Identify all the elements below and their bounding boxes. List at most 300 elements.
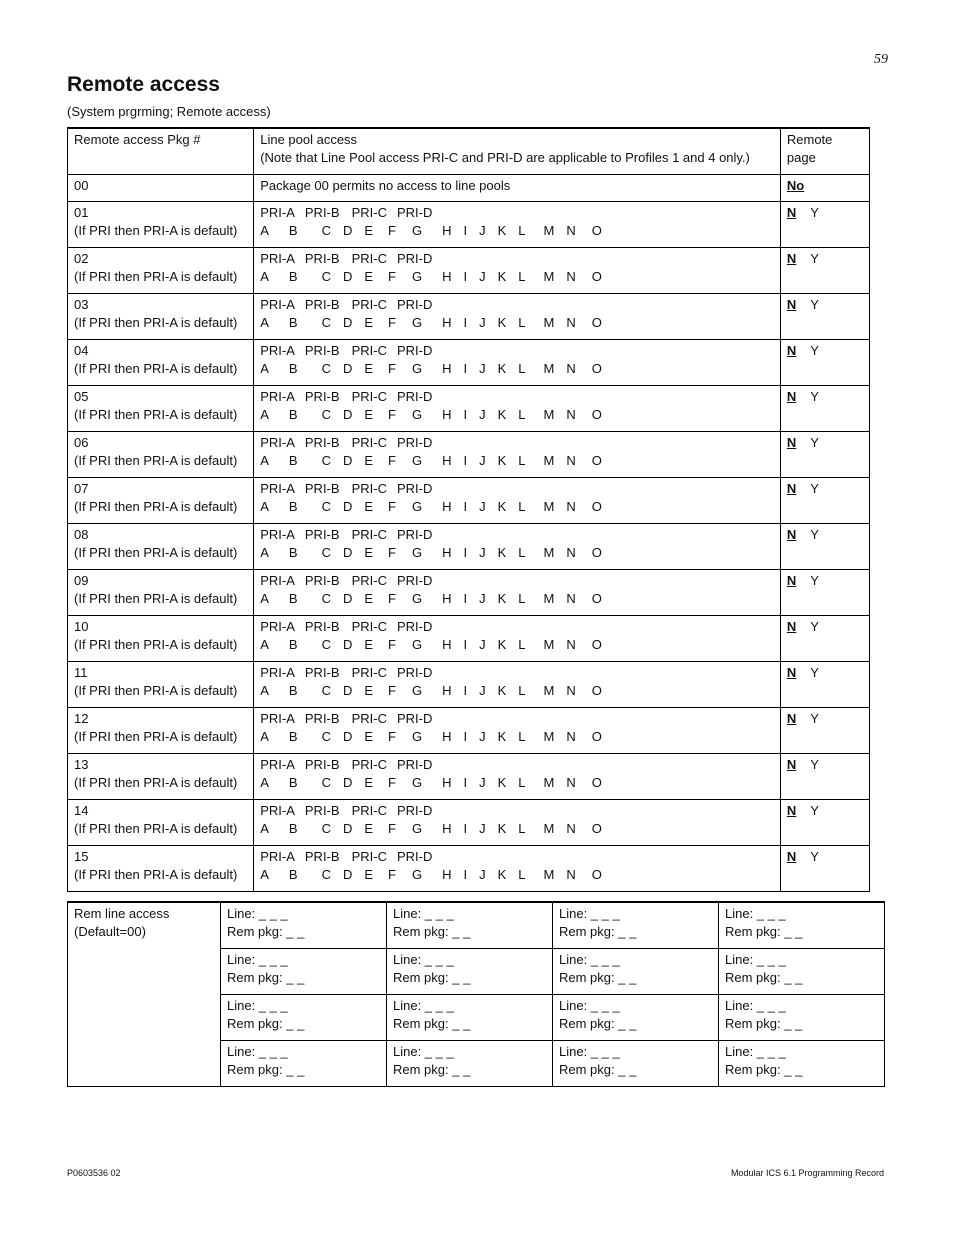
pri-label: PRI-A (260, 435, 295, 450)
pool-letter: O (591, 545, 602, 560)
pri-label: PRI-D (396, 665, 433, 680)
pool-letter: O (591, 637, 602, 652)
remote-no-option: N (786, 849, 797, 864)
remote-yes-option: Y (810, 849, 819, 864)
pkg-cell (68, 432, 254, 478)
pool-letter: I (463, 821, 468, 836)
pool-letter: J (479, 775, 486, 790)
pool-letter: J (479, 821, 486, 836)
pool-letter: G (411, 683, 423, 698)
pri-default-note: (If PRI then PRI-A is default) (74, 223, 238, 238)
pri-label: PRI-D (396, 711, 433, 726)
rem-pkg-entry-field: Rem pkg: _ _ (227, 924, 305, 939)
pool-letter: I (463, 499, 468, 514)
header-remote-page (780, 128, 869, 175)
pool-letter: I (463, 729, 468, 744)
remote-yes-option: Y (810, 435, 819, 450)
pri-label: PRI-B (304, 849, 340, 864)
pkg-cell (68, 524, 254, 570)
pool-letter: H (442, 407, 452, 422)
line-pool-cell (254, 800, 781, 846)
rem-pkg-entry-field: Rem pkg: _ _ (393, 970, 471, 985)
pool-letter: J (479, 361, 486, 376)
remote-no-option: N (786, 481, 797, 496)
pool-letter: G (411, 453, 423, 468)
pool-letter: I (463, 545, 468, 560)
pool-letter: F (388, 361, 396, 376)
pri-labels (260, 342, 774, 360)
table-row (68, 202, 870, 248)
pool-letter: D (342, 729, 353, 744)
pool-letters (260, 590, 774, 608)
pool-letter: D (342, 545, 353, 560)
pri-label: PRI-C (351, 205, 387, 220)
pool-letter: H (442, 683, 452, 698)
pri-labels (260, 250, 774, 268)
pool-letter: B (288, 683, 298, 698)
remote-access-table (67, 127, 870, 892)
pri-label: PRI-D (396, 849, 433, 864)
header-remote-label: Remote (786, 132, 833, 147)
pool-letter: E (364, 315, 374, 330)
pri-label: PRI-D (396, 297, 433, 312)
pool-letter: B (288, 315, 298, 330)
pool-letter: A (260, 315, 269, 330)
remote-yes-option: Y (810, 665, 819, 680)
pool-letter: C (321, 867, 331, 882)
pool-letter: L (518, 545, 526, 560)
pkg-number: 05 (74, 389, 89, 404)
pkg-number: 14 (74, 803, 89, 818)
table-row (68, 386, 870, 432)
pool-letter: E (364, 591, 374, 606)
pool-letter: H (442, 729, 452, 744)
pri-label: PRI-C (351, 619, 387, 634)
pool-letters (260, 268, 774, 286)
pool-letter: K (497, 637, 507, 652)
pool-letter: L (518, 361, 526, 376)
table-row (68, 662, 870, 708)
pri-label: PRI-B (304, 297, 340, 312)
header-pkg-label: Remote access Pkg # (74, 132, 201, 147)
line-pool-cell (254, 386, 781, 432)
pool-letter: J (479, 637, 486, 652)
pool-letter: C (321, 453, 331, 468)
pri-label: PRI-B (304, 803, 340, 818)
pool-letter: N (566, 407, 576, 422)
rem-pkg-entry-field: Rem pkg: _ _ (227, 1016, 305, 1031)
pool-letter: F (388, 775, 396, 790)
pool-letter: E (364, 499, 374, 514)
pool-letter: O (591, 315, 602, 330)
pri-labels (260, 526, 774, 544)
pool-letter: M (543, 223, 555, 238)
pool-letter: O (591, 453, 602, 468)
pool-letter: A (260, 729, 269, 744)
remote-yes-option: Y (810, 205, 819, 220)
line-entry-field: Line: _ _ _ (227, 998, 288, 1013)
pool-letter: F (388, 591, 396, 606)
pri-label: PRI-C (351, 343, 387, 358)
pri-label: PRI-A (260, 527, 295, 542)
pool-letter: K (497, 361, 507, 376)
table-row (68, 846, 870, 892)
pool-letter: N (566, 361, 576, 376)
pkg-number: 09 (74, 573, 89, 588)
pool-letter: A (260, 683, 269, 698)
rem-line-entry (553, 995, 719, 1041)
line-entry-field: Line: _ _ _ (725, 1044, 786, 1059)
pool-letter: H (442, 269, 452, 284)
line-entry-field: Line: _ _ _ (227, 1044, 288, 1059)
pri-labels (260, 802, 774, 820)
line-pool-cell (254, 846, 781, 892)
pool-letter: J (479, 867, 486, 882)
pkg-cell (68, 662, 254, 708)
pkg-cell (68, 846, 254, 892)
footer-doc-title: Modular ICS 6.1 Programming Record (730, 1168, 884, 1178)
pri-label: PRI-B (304, 389, 340, 404)
remote-page-cell (780, 202, 869, 248)
pool-letter: O (591, 775, 602, 790)
pri-label: PRI-C (351, 573, 387, 588)
pool-letter: K (497, 821, 507, 836)
pkg-cell (68, 616, 254, 662)
pool-letter: I (463, 683, 468, 698)
pool-letter: C (321, 223, 331, 238)
pool-letter: D (342, 315, 353, 330)
pool-letter: G (411, 361, 423, 376)
pri-label: PRI-B (304, 343, 340, 358)
pri-label: PRI-B (304, 481, 340, 496)
remote-page-cell (780, 800, 869, 846)
pool-letter: C (321, 637, 331, 652)
pool-letter: K (497, 775, 507, 790)
line-pool-cell (254, 340, 781, 386)
pkg-number: 01 (74, 205, 89, 220)
pool-letter: C (321, 775, 331, 790)
line-pool-cell (254, 570, 781, 616)
rem-line-access-default: (Default=00) (74, 924, 146, 939)
pri-label: PRI-B (304, 757, 340, 772)
pool-letters (260, 682, 774, 700)
pool-letter: J (479, 315, 486, 330)
rem-pkg-entry-field: Rem pkg: _ _ (559, 1062, 637, 1077)
pool-letter: J (479, 683, 486, 698)
pool-letter: O (591, 591, 602, 606)
pool-letter: D (342, 499, 353, 514)
pool-letter: N (566, 545, 576, 560)
rem-line-access-title: Rem line access (74, 906, 170, 921)
pool-letter: M (543, 407, 555, 422)
pool-letter: F (388, 269, 396, 284)
pool-letter: M (543, 729, 555, 744)
pool-letter: E (364, 361, 374, 376)
pool-letter: A (260, 637, 269, 652)
pool-letter: F (388, 499, 396, 514)
rem-line-entry (387, 949, 553, 995)
remote-yes-option: Y (810, 481, 819, 496)
rem-line-entry (719, 902, 885, 949)
pool-letter: N (566, 499, 576, 514)
pri-label: PRI-B (304, 619, 340, 634)
pri-labels (260, 572, 774, 590)
table-header-row (68, 128, 870, 175)
remote-yes-option: Y (810, 527, 819, 542)
pool-letter: J (479, 269, 486, 284)
pool-letter: A (260, 821, 269, 836)
rem-pkg-entry-field: Rem pkg: _ _ (725, 924, 803, 939)
line-entry-field: Line: _ _ _ (559, 952, 620, 967)
remote-no-option: N (786, 251, 797, 266)
pool-letter: F (388, 223, 396, 238)
pri-default-note: (If PRI then PRI-A is default) (74, 729, 238, 744)
pri-label: PRI-B (304, 711, 340, 726)
remote-no-option: N (786, 619, 797, 634)
pool-letter: H (442, 315, 452, 330)
rem-line-entry (553, 902, 719, 949)
pool-letter: N (566, 591, 576, 606)
pri-default-note: (If PRI then PRI-A is default) (74, 361, 238, 376)
pri-label: PRI-B (304, 527, 340, 542)
rem-pkg-entry-field: Rem pkg: _ _ (559, 1016, 637, 1031)
pool-letter: O (591, 683, 602, 698)
pool-letter: K (497, 315, 507, 330)
pool-letter: H (442, 775, 452, 790)
table-row (68, 524, 870, 570)
pool-letter: I (463, 775, 468, 790)
pri-label: PRI-D (396, 251, 433, 266)
line-entry-field: Line: _ _ _ (227, 952, 288, 967)
rem-line-entry (387, 902, 553, 949)
pri-labels (260, 710, 774, 728)
rem-line-entry (553, 949, 719, 995)
pool-letter: F (388, 315, 396, 330)
line-entry-field: Line: _ _ _ (393, 906, 454, 921)
table-row (68, 708, 870, 754)
pool-letter: F (388, 867, 396, 882)
pool-letter: B (288, 407, 298, 422)
pool-letter: E (364, 637, 374, 652)
pri-default-note: (If PRI then PRI-A is default) (74, 407, 238, 422)
remote-no-option: N (786, 527, 797, 542)
pkg-cell (68, 248, 254, 294)
line-entry-field: Line: _ _ _ (559, 1044, 620, 1059)
pkg-number: 00 (68, 175, 254, 202)
pool-letter: J (479, 545, 486, 560)
pool-letter: F (388, 637, 396, 652)
pool-letter: K (497, 223, 507, 238)
pool-letter: C (321, 545, 331, 560)
header-line-pool-label: Line pool access (260, 132, 358, 147)
pool-letter: C (321, 315, 331, 330)
pool-letter: L (518, 683, 526, 698)
pool-letter: F (388, 683, 396, 698)
pkg-cell (68, 708, 254, 754)
line-entry-field: Line: _ _ _ (227, 906, 288, 921)
remote-yes-option: Y (810, 573, 819, 588)
pool-letter: C (321, 361, 331, 376)
pool-letter: G (411, 499, 423, 514)
pool-letter: G (411, 315, 423, 330)
remote-yes-option: Y (810, 251, 819, 266)
table-row (68, 800, 870, 846)
pkg-cell (68, 754, 254, 800)
pool-letters (260, 544, 774, 562)
line-pool-cell (254, 432, 781, 478)
header-pkg (68, 128, 254, 175)
remote-yes-option: Y (810, 803, 819, 818)
pri-label: PRI-D (396, 481, 433, 496)
pri-label: PRI-A (260, 343, 295, 358)
pool-letter: G (411, 269, 423, 284)
line-entry-field: Line: _ _ _ (393, 1044, 454, 1059)
pri-label: PRI-A (260, 757, 295, 772)
pool-letter: H (442, 453, 452, 468)
rem-pkg-entry-field: Rem pkg: _ _ (725, 970, 803, 985)
rem-line-entry (719, 995, 885, 1041)
remote-page-cell (780, 846, 869, 892)
pri-labels (260, 388, 774, 406)
remote-page-cell (780, 340, 869, 386)
pri-label: PRI-D (396, 619, 433, 634)
remote-no-option: No (786, 178, 805, 193)
pool-letter: A (260, 591, 269, 606)
pkg-number: 03 (74, 297, 89, 312)
pool-letter: O (591, 407, 602, 422)
pkg-number: 15 (74, 849, 89, 864)
line-pool-cell (254, 248, 781, 294)
pool-letter: O (591, 269, 602, 284)
remote-no-option: N (786, 297, 797, 312)
pri-labels (260, 204, 774, 222)
remote-no-option: N (786, 665, 797, 680)
pool-letter: F (388, 821, 396, 836)
pool-letter: D (342, 591, 353, 606)
pri-label: PRI-C (351, 481, 387, 496)
remote-page-cell (780, 754, 869, 800)
pool-letter: N (566, 637, 576, 652)
pool-letter: D (342, 775, 353, 790)
pool-letter: A (260, 499, 269, 514)
pool-letter: N (566, 453, 576, 468)
pri-default-note: (If PRI then PRI-A is default) (74, 637, 238, 652)
rem-pkg-entry-field: Rem pkg: _ _ (725, 1062, 803, 1077)
pool-letter: L (518, 453, 526, 468)
pri-default-note: (If PRI then PRI-A is default) (74, 683, 238, 698)
pool-letter: O (591, 223, 602, 238)
pool-letter: D (342, 683, 353, 698)
pool-letter: L (518, 775, 526, 790)
remote-no-option: N (786, 573, 797, 588)
pri-default-note: (If PRI then PRI-A is default) (74, 591, 238, 606)
pool-letter: D (342, 867, 353, 882)
pool-letter: L (518, 269, 526, 284)
remote-no-option: N (786, 711, 797, 726)
remote-page-cell (780, 616, 869, 662)
pool-letter: I (463, 407, 468, 422)
pool-letter: N (566, 223, 576, 238)
pool-letter: E (364, 683, 374, 698)
pri-label: PRI-C (351, 711, 387, 726)
pri-label: PRI-D (396, 435, 433, 450)
header-line-pool-note: (Note that Line Pool access PRI-C and PRI-D are applicable to Profiles 1 and 4 only.) (260, 150, 750, 165)
pri-label: PRI-C (351, 297, 387, 312)
header-page-label: page (786, 150, 816, 165)
pool-letter: N (566, 683, 576, 698)
pool-letters (260, 728, 774, 746)
pri-label: PRI-B (304, 251, 340, 266)
rem-line-entry (221, 1041, 387, 1087)
pkg-cell (68, 800, 254, 846)
pool-letter: E (364, 407, 374, 422)
remote-no-option: N (786, 343, 797, 358)
rem-line-entry (387, 995, 553, 1041)
pkg-number: 08 (74, 527, 89, 542)
rem-line-entry (553, 1041, 719, 1087)
pool-letter: I (463, 269, 468, 284)
pri-label: PRI-C (351, 389, 387, 404)
pool-letters (260, 774, 774, 792)
pool-letter: B (288, 499, 298, 514)
pool-letter: D (342, 637, 353, 652)
pool-letter: E (364, 545, 374, 560)
rem-pkg-entry-field: Rem pkg: _ _ (393, 924, 471, 939)
pkg-number: 07 (74, 481, 89, 496)
pool-letter: K (497, 683, 507, 698)
pool-letter: K (497, 867, 507, 882)
pri-label: PRI-A (260, 205, 295, 220)
pri-label: PRI-A (260, 481, 295, 496)
pool-letter: B (288, 591, 298, 606)
pool-letter: G (411, 637, 423, 652)
table-row (68, 570, 870, 616)
pool-letter: C (321, 591, 331, 606)
pool-letter: M (543, 683, 555, 698)
pri-label: PRI-B (304, 435, 340, 450)
pri-label: PRI-A (260, 665, 295, 680)
pool-letter: L (518, 315, 526, 330)
rem-pkg-entry-field: Rem pkg: _ _ (227, 970, 305, 985)
pkg-00-note: Package 00 permits no access to line pools (254, 175, 781, 202)
pool-letter: C (321, 499, 331, 514)
pri-default-note: (If PRI then PRI-A is default) (74, 867, 238, 882)
pool-letter: B (288, 223, 298, 238)
pool-letter: O (591, 821, 602, 836)
pri-label: PRI-A (260, 251, 295, 266)
footer-doc-number: P0603536 02 (67, 1168, 121, 1178)
pri-label: PRI-D (396, 757, 433, 772)
pool-letter: M (543, 545, 555, 560)
pool-letter: G (411, 545, 423, 560)
line-entry-field: Line: _ _ _ (559, 998, 620, 1013)
pri-label: PRI-A (260, 573, 295, 588)
line-pool-cell (254, 708, 781, 754)
pool-letter: I (463, 223, 468, 238)
pool-letter: B (288, 453, 298, 468)
remote-no-option: N (786, 389, 797, 404)
pool-letter: B (288, 729, 298, 744)
pool-letter: G (411, 867, 423, 882)
remote-page-cell (780, 294, 869, 340)
rem-line-entry (221, 949, 387, 995)
line-entry-field: Line: _ _ _ (725, 952, 786, 967)
pool-letter: J (479, 223, 486, 238)
pkg-number: 11 (74, 665, 88, 680)
table-row (68, 754, 870, 800)
pri-default-note: (If PRI then PRI-A is default) (74, 315, 238, 330)
table-row (68, 340, 870, 386)
